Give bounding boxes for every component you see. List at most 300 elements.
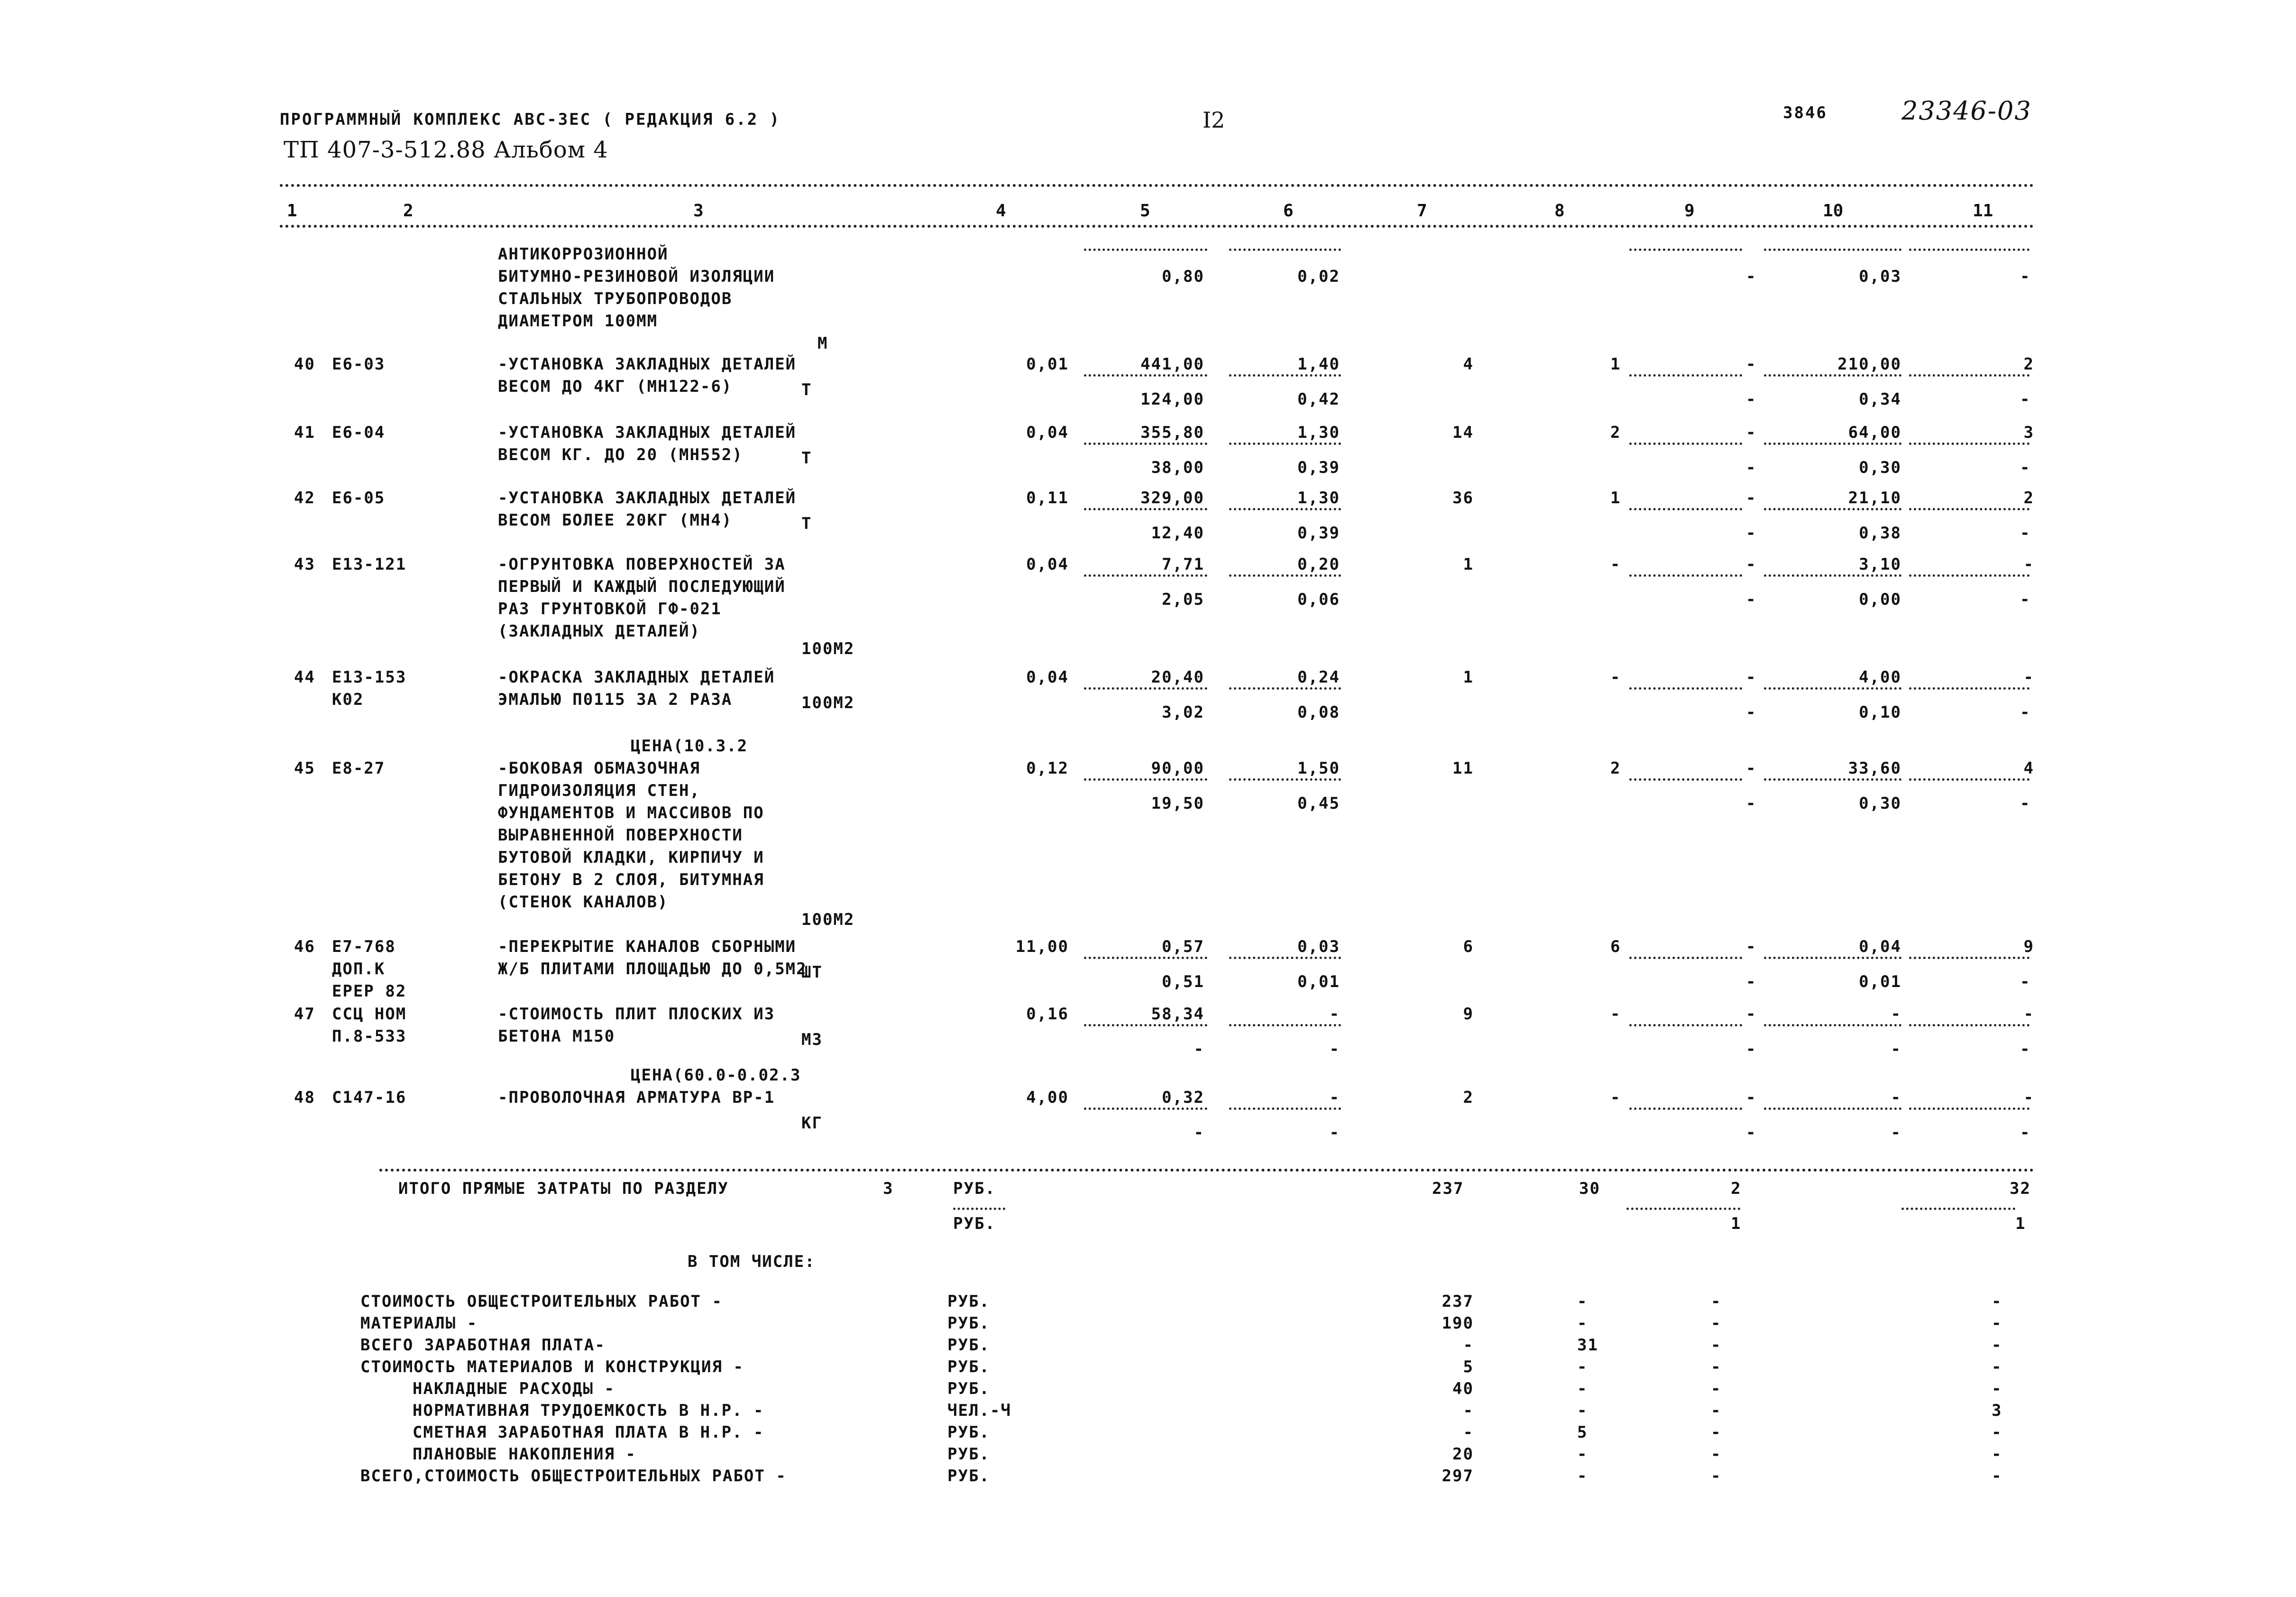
row-42-code: Е6-05 xyxy=(332,489,386,508)
row-47-c11-rule xyxy=(1909,1024,2030,1026)
row-47-c9: - xyxy=(1746,1005,1757,1024)
row-44-c10-rule xyxy=(1764,687,1901,690)
row-41-c8: 2 xyxy=(1610,423,1621,442)
lead-c11: - xyxy=(2020,267,2031,286)
summary-c11: 3 xyxy=(1992,1401,2002,1420)
row-48-c9-wage: - xyxy=(1746,1123,1757,1142)
row-40-c9-rule xyxy=(1629,374,1742,377)
summary-c11: - xyxy=(1992,1423,2002,1442)
summary-c9: - xyxy=(1711,1467,1722,1486)
totals-c9-rule xyxy=(1626,1208,1740,1210)
row-45-desc-line: ВЫРАВНЕННОЙ ПОВЕРХНОСТИ xyxy=(498,826,743,845)
row-41-c9-wage: - xyxy=(1746,458,1757,477)
row-44-c6-wage: 0,08 xyxy=(1297,703,1340,722)
row-44-c10-wage: 0,10 xyxy=(1859,703,1901,722)
row-45-c5-wage: 19,50 xyxy=(1151,794,1204,813)
row-45-c6-wage: 0,45 xyxy=(1297,794,1340,813)
totals-label: ИТОГО ПРЯМЫЕ ЗАТРАТЫ ПО РАЗДЕЛУ xyxy=(398,1179,729,1198)
row-41-c11-wage: - xyxy=(2020,458,2031,477)
row-44-number: 44 xyxy=(294,668,315,687)
row-46-unit: ШТ xyxy=(801,963,823,982)
summary-c11: - xyxy=(1992,1467,2002,1486)
row-43-c8: - xyxy=(1610,555,1621,574)
summary-c11: - xyxy=(1992,1357,2002,1376)
row-44-c8: - xyxy=(1610,668,1621,687)
row-42-desc-line: ВЕСОМ БОЛЕЕ 20КГ (МН4) xyxy=(498,511,733,530)
row-45-c6-rule xyxy=(1229,778,1341,781)
summary-unit: РУБ. xyxy=(947,1445,990,1464)
row-46-c7: 6 xyxy=(1463,937,1474,956)
row-44-c11-wage: - xyxy=(2020,703,2031,722)
column-number-4: 4 xyxy=(996,201,1006,221)
lead-c5: 0,80 xyxy=(1162,267,1204,286)
row-46-code: Е7-768 xyxy=(332,937,396,956)
row-41-desc-line: ВЕСОМ КГ. ДО 20 (МН552) xyxy=(498,445,743,464)
row-48-c10: - xyxy=(1891,1088,1901,1107)
summary-unit: РУБ. xyxy=(947,1357,990,1376)
summary-c11: - xyxy=(1992,1445,2002,1464)
row-45-c9-wage: - xyxy=(1746,794,1757,813)
lead-desc-line: ДИАМЕТРОМ 100ММ xyxy=(498,312,658,331)
row-43-c5-rule xyxy=(1084,574,1207,577)
row-48-c8: - xyxy=(1610,1088,1621,1107)
row-46-desc-line: Ж/Б ПЛИТАМИ ПЛОЩАДЬЮ ДО 0,5М2 xyxy=(498,960,807,979)
row-44-c5-wage: 3,02 xyxy=(1162,703,1204,722)
column-number-6: 6 xyxy=(1283,201,1294,221)
row-45-c9-rule xyxy=(1629,778,1742,781)
row-48-c6: - xyxy=(1329,1088,1340,1107)
row-45-c5: 90,00 xyxy=(1151,759,1204,778)
summary-label: НОРМАТИВНАЯ ТРУДОЕМКОСТЬ В Н.Р. - xyxy=(413,1401,764,1420)
row-43-c7: 1 xyxy=(1463,555,1474,574)
row-44-c11-rule xyxy=(1909,687,2030,690)
row-40-c10: 210,00 xyxy=(1837,355,1901,374)
row-40-unit: Т xyxy=(801,380,812,399)
column-number-1: 1 xyxy=(287,201,297,221)
totals-c11-rule xyxy=(1901,1208,2015,1210)
row-40-c8: 1 xyxy=(1610,355,1621,374)
row-42-c6: 1,30 xyxy=(1297,489,1340,508)
row-43-c11-rule xyxy=(1909,574,2030,577)
lead-c9: - xyxy=(1746,267,1757,286)
row-41-c9: - xyxy=(1746,423,1757,442)
row-40-desc-line: ВЕСОМ ДО 4КГ (МН122-6) xyxy=(498,377,733,396)
row-40-c6-rule xyxy=(1229,374,1341,377)
summary-c8: - xyxy=(1577,1379,1588,1398)
row-43-c6-rule xyxy=(1229,574,1341,577)
row-45-c11: 4 xyxy=(2023,759,2034,778)
summary-label: ВСЕГО,СТОИМОСТЬ ОБЩЕСТРОИТЕЛЬНЫХ РАБОТ - xyxy=(360,1467,787,1486)
album-title: ТП 407-3-512.88 Альбом 4 xyxy=(284,137,608,163)
row-45-number: 45 xyxy=(294,759,315,778)
row-45-unit: 100М2 xyxy=(801,910,855,929)
row-47-desc-line: -СТОИМОСТЬ ПЛИТ ПЛОСКИХ ИЗ xyxy=(498,1005,775,1024)
row-42-c5: 329,00 xyxy=(1140,489,1204,508)
doc-number: 23346-03 xyxy=(1901,96,2032,126)
lead-c6-rule xyxy=(1229,249,1341,251)
row-47-code: П.8-533 xyxy=(332,1027,407,1046)
row-45-c5-rule xyxy=(1084,778,1207,781)
row-44-c9: - xyxy=(1746,668,1757,687)
summary-c8: - xyxy=(1577,1357,1588,1376)
column-number-8: 8 xyxy=(1554,201,1565,221)
row-46-desc-line: -ПЕРЕКРЫТИЕ КАНАЛОВ СБОРНЫМИ xyxy=(498,937,797,956)
row-40-number: 40 xyxy=(294,355,315,374)
row-46-c5: 0,57 xyxy=(1162,937,1204,956)
column-number-3: 3 xyxy=(693,201,704,221)
row-48-number: 48 xyxy=(294,1088,315,1107)
row-44-desc-line: -ОКРАСКА ЗАКЛАДНЫХ ДЕТАЛЕЙ xyxy=(498,668,775,687)
summary-unit: РУБ. xyxy=(947,1423,990,1442)
summary-c11: - xyxy=(1992,1336,2002,1355)
row-46-c10: 0,04 xyxy=(1859,937,1901,956)
row-41-c11-rule xyxy=(1909,443,2030,445)
row-40-c10-rule xyxy=(1764,374,1901,377)
lead-c6: 0,02 xyxy=(1297,267,1340,286)
summary-c8: - xyxy=(1577,1467,1588,1486)
summary-c9: - xyxy=(1711,1357,1722,1376)
row-46-c11: 9 xyxy=(2023,937,2034,956)
row-40-desc-line: -УСТАНОВКА ЗАКЛАДНЫХ ДЕТАЛЕЙ xyxy=(498,355,797,374)
summary-c8: - xyxy=(1577,1292,1588,1311)
row-47-c7: 9 xyxy=(1463,1005,1474,1024)
row-41-c10: 64,00 xyxy=(1848,423,1901,442)
column-number-9: 9 xyxy=(1684,201,1695,221)
summary-c9: - xyxy=(1711,1379,1722,1398)
row-47-desc-line: БЕТОНА М150 xyxy=(498,1027,615,1046)
summary-c7: 20 xyxy=(1452,1445,1474,1464)
row-45-desc-line: ГИДРОИЗОЛЯЦИЯ СТЕН, xyxy=(498,781,700,800)
summary-unit: РУБ. xyxy=(947,1314,990,1333)
row-41-c7: 14 xyxy=(1452,423,1474,442)
lead-c10-rule xyxy=(1764,249,1901,251)
row-40-c11-rule xyxy=(1909,374,2030,377)
row-40-c11-wage: - xyxy=(2020,390,2031,409)
totals-unit-rule xyxy=(953,1208,1005,1210)
row-47-c9-wage: - xyxy=(1746,1040,1757,1059)
row-43-c4: 0,04 xyxy=(1026,555,1069,574)
row-47-c5: 58,34 xyxy=(1151,1005,1204,1024)
row-48-c10-rule xyxy=(1764,1108,1901,1110)
row-47-c11: - xyxy=(2023,1005,2034,1024)
row-46-c10-wage: 0,01 xyxy=(1859,972,1901,991)
row-44-c5: 20,40 xyxy=(1151,668,1204,687)
row-46-number: 46 xyxy=(294,937,315,956)
row-43-c11: - xyxy=(2023,555,2034,574)
row-43-c9-rule xyxy=(1629,574,1742,577)
row-43-desc-line: РАЗ ГРУНТОВКОЙ ГФ-021 xyxy=(498,600,722,618)
row-47-c6-wage: - xyxy=(1329,1040,1340,1059)
row-46-c6-rule xyxy=(1229,957,1341,959)
row-44-code: Е13-153 xyxy=(332,668,407,687)
summary-unit: РУБ. xyxy=(947,1292,990,1311)
row-46-c5-rule xyxy=(1084,957,1207,959)
including-label: В ТОМ ЧИСЛЕ: xyxy=(688,1252,816,1271)
summary-c9: - xyxy=(1711,1423,1722,1442)
summary-c8: - xyxy=(1577,1445,1588,1464)
row-45-desc-line: ФУНДАМЕНТОВ И МАССИВОВ ПО xyxy=(498,803,764,822)
summary-c9: - xyxy=(1711,1292,1722,1311)
row-47-c6-rule xyxy=(1229,1024,1341,1026)
totals-c9: 2 xyxy=(1731,1179,1742,1198)
row-48-desc-line: -ПРОВОЛОЧНАЯ АРМАТУРА ВР-1 xyxy=(498,1088,775,1107)
totals-c9b: 1 xyxy=(1731,1214,1742,1233)
row-46-c11-wage: - xyxy=(2020,972,2031,991)
row-40-c11: 2 xyxy=(2023,355,2034,374)
row-44-c5-rule xyxy=(1084,687,1207,690)
row-44-c4: 0,04 xyxy=(1026,668,1069,687)
row-42-c10-rule xyxy=(1764,508,1901,510)
row-42-number: 42 xyxy=(294,489,315,508)
row-40-c5-wage: 124,00 xyxy=(1140,390,1204,409)
summary-unit: РУБ. xyxy=(947,1379,990,1398)
row-48-c11: - xyxy=(2023,1088,2034,1107)
column-number-10: 10 xyxy=(1823,201,1844,221)
row-43-code: Е13-121 xyxy=(332,555,407,574)
row-44-c6: 0,24 xyxy=(1297,668,1340,687)
summary-label: СМЕТНАЯ ЗАРАБОТНАЯ ПЛАТА В Н.Р. - xyxy=(413,1423,764,1442)
summary-c8: - xyxy=(1577,1314,1588,1333)
row-45-c9: - xyxy=(1746,759,1757,778)
row-44-desc-line: ЭМАЛЬЮ П0115 ЗА 2 РАЗА xyxy=(498,690,733,709)
totals-c11b: 1 xyxy=(2015,1214,2026,1233)
row-48-c6-rule xyxy=(1229,1108,1341,1110)
row-44-unit: 100М2 xyxy=(801,693,855,712)
row-42-c6-wage: 0,39 xyxy=(1297,524,1340,543)
summary-c7: 5 xyxy=(1463,1357,1474,1376)
row-48-c11-wage: - xyxy=(2020,1123,2031,1142)
row-46-c9: - xyxy=(1746,937,1757,956)
lead-c9-rule xyxy=(1629,249,1742,251)
row-40-c5: 441,00 xyxy=(1140,355,1204,374)
row-45-desc-line: БЕТОНУ В 2 СЛОЯ, БИТУМНАЯ xyxy=(498,870,764,889)
row-47-c5-wage: - xyxy=(1194,1040,1204,1059)
row-43-c9: - xyxy=(1746,555,1757,574)
row-41-code: Е6-04 xyxy=(332,423,386,442)
lead-c5-rule xyxy=(1084,249,1207,251)
summary-c7: 40 xyxy=(1452,1379,1474,1398)
row-48-price-note: ЦЕНА(60.0-0.02.3 xyxy=(631,1066,801,1085)
column-number-5: 5 xyxy=(1140,201,1150,221)
row-41-c5-rule xyxy=(1084,443,1207,445)
summary-c8: 31 xyxy=(1577,1336,1598,1355)
summary-c7: - xyxy=(1463,1423,1474,1442)
row-45-c4: 0,12 xyxy=(1026,759,1069,778)
row-40-c5-rule xyxy=(1084,374,1207,377)
row-46-c8: 6 xyxy=(1610,937,1621,956)
row-42-desc-line: -УСТАНОВКА ЗАКЛАДНЫХ ДЕТАЛЕЙ xyxy=(498,489,797,508)
row-47-unit: М3 xyxy=(801,1030,823,1049)
row-48-c7: 2 xyxy=(1463,1088,1474,1107)
row-42-c6-rule xyxy=(1229,508,1341,510)
row-40-c6: 1,40 xyxy=(1297,355,1340,374)
row-47-code: ССЦ НОМ xyxy=(332,1005,407,1024)
row-45-c8: 2 xyxy=(1610,759,1621,778)
row-44-c6-rule xyxy=(1229,687,1341,690)
row-42-c11: 2 xyxy=(2023,489,2034,508)
row-42-unit: Т xyxy=(801,514,812,533)
row-43-c9-wage: - xyxy=(1746,590,1757,609)
row-41-c4: 0,04 xyxy=(1026,423,1069,442)
summary-unit: РУБ. xyxy=(947,1467,990,1486)
summary-label: СТОИМОСТЬ ОБЩЕСТРОИТЕЛЬНЫХ РАБОТ - xyxy=(360,1292,723,1311)
summary-c7: 190 xyxy=(1442,1314,1474,1333)
row-43-c10: 3,10 xyxy=(1859,555,1901,574)
row-46-c6: 0,03 xyxy=(1297,937,1340,956)
totals-unit-2: РУБ. xyxy=(953,1214,996,1233)
row-40-c9-wage: - xyxy=(1746,390,1757,409)
totals-c7: 237 xyxy=(1432,1179,1464,1198)
summary-unit: ЧЕЛ.-Ч xyxy=(947,1401,1011,1420)
row-45-c10-wage: 0,30 xyxy=(1859,794,1901,813)
row-41-c6-rule xyxy=(1229,443,1341,445)
program-header: ПРОГРАММНЫЙ КОМПЛЕКС АВС-3ЕС ( РЕДАКЦИЯ 6.2 ) xyxy=(280,110,781,129)
row-42-c7: 36 xyxy=(1452,489,1474,508)
summary-c8: - xyxy=(1577,1401,1588,1420)
row-41-c11: 3 xyxy=(2023,423,2034,442)
row-43-desc-line: ПЕРВЫЙ И КАЖДЫЙ ПОСЛЕДУЮЩИЙ xyxy=(498,577,786,596)
column-number-7: 7 xyxy=(1417,201,1427,221)
summary-c7: - xyxy=(1463,1336,1474,1355)
row-47-c10-wage: - xyxy=(1891,1040,1901,1059)
totals-rule xyxy=(379,1169,2034,1172)
row-46-c4: 11,00 xyxy=(1015,937,1069,956)
row-48-unit: КГ xyxy=(801,1114,823,1133)
row-41-c10-rule xyxy=(1764,443,1901,445)
row-42-c9-wage: - xyxy=(1746,524,1757,543)
row-42-c10-wage: 0,38 xyxy=(1859,524,1901,543)
row-48-c4: 4,00 xyxy=(1026,1088,1069,1107)
row-46-c9-wage: - xyxy=(1746,972,1757,991)
row-43-c6-wage: 0,06 xyxy=(1297,590,1340,609)
page-number: I2 xyxy=(1203,107,1225,133)
row-43-desc-line: -ОГРУНТОВКА ПОВЕРХНОСТЕЙ ЗА xyxy=(498,555,786,574)
row-44-c9-wage: - xyxy=(1746,703,1757,722)
summary-c9: - xyxy=(1711,1401,1722,1420)
summary-label: СТОИМОСТЬ МАТЕРИАЛОВ И КОНСТРУКЦИЯ - xyxy=(360,1357,744,1376)
row-47-c11-wage: - xyxy=(2020,1040,2031,1059)
column-number-2: 2 xyxy=(403,201,413,221)
summary-label: ВСЕГО ЗАРАБОТНАЯ ПЛАТА- xyxy=(360,1336,606,1355)
doc-code: 3846 xyxy=(1783,103,1828,122)
row-45-code: Е8-27 xyxy=(332,759,386,778)
row-42-c4: 0,11 xyxy=(1026,489,1069,508)
row-42-c5-rule xyxy=(1084,508,1207,510)
row-47-c8: - xyxy=(1610,1005,1621,1024)
row-46-c10-rule xyxy=(1764,957,1901,959)
row-40-c4: 0,01 xyxy=(1026,355,1069,374)
row-46-code: ДОП.К xyxy=(332,960,386,979)
row-41-c6-wage: 0,39 xyxy=(1297,458,1340,477)
row-44-code: К02 xyxy=(332,690,364,709)
summary-c7: 237 xyxy=(1442,1292,1474,1311)
row-42-c11-wage: - xyxy=(2020,524,2031,543)
row-44-c7: 1 xyxy=(1463,668,1474,687)
row-47-c10-rule xyxy=(1764,1024,1901,1026)
row-44-c10: 4,00 xyxy=(1859,668,1901,687)
row-46-c11-rule xyxy=(1909,957,2030,959)
row-46-c5-wage: 0,51 xyxy=(1162,972,1204,991)
totals-unit: РУБ. xyxy=(953,1179,996,1198)
row-41-c5: 355,80 xyxy=(1140,423,1204,442)
row-48-c5-rule xyxy=(1084,1108,1207,1110)
row-43-number: 43 xyxy=(294,555,315,574)
table-top-rule xyxy=(280,184,2034,187)
row-45-c6: 1,50 xyxy=(1297,759,1340,778)
row-45-desc-line: БУТОВОЙ КЛАДКИ, КИРПИЧУ И xyxy=(498,848,764,867)
row-45-c11-rule xyxy=(1909,778,2030,781)
row-47-c10: - xyxy=(1891,1005,1901,1024)
row-48-c9-rule xyxy=(1629,1108,1742,1110)
row-43-unit: 100М2 xyxy=(801,639,855,658)
lead-desc-line: БИТУМНО-РЕЗИНОВОЙ ИЗОЛЯЦИИ xyxy=(498,267,775,286)
row-41-c6: 1,30 xyxy=(1297,423,1340,442)
summary-label: ПЛАНОВЫЕ НАКОПЛЕНИЯ - xyxy=(413,1445,636,1464)
row-42-c11-rule xyxy=(1909,508,2030,510)
row-43-c5-wage: 2,05 xyxy=(1162,590,1204,609)
row-42-c8: 1 xyxy=(1610,489,1621,508)
row-43-c10-wage: 0,00 xyxy=(1859,590,1901,609)
summary-label: МАТЕРИАЛЫ - xyxy=(360,1314,478,1333)
row-44-c11: - xyxy=(2023,668,2034,687)
row-43-c5: 7,71 xyxy=(1162,555,1204,574)
totals-section: 3 xyxy=(883,1179,894,1198)
row-40-c9: - xyxy=(1746,355,1757,374)
row-45-desc-line: -БОКОВАЯ ОБМАЗОЧНАЯ xyxy=(498,759,700,778)
row-43-c11-wage: - xyxy=(2020,590,2031,609)
row-40-c6-wage: 0,42 xyxy=(1297,390,1340,409)
summary-c9: - xyxy=(1711,1314,1722,1333)
row-48-c6-wage: - xyxy=(1329,1123,1340,1142)
row-41-desc-line: -УСТАНОВКА ЗАКЛАДНЫХ ДЕТАЛЕЙ xyxy=(498,423,797,442)
row-47-c5-rule xyxy=(1084,1024,1207,1026)
summary-c7: - xyxy=(1463,1401,1474,1420)
totals-c11: 32 xyxy=(2010,1179,2031,1198)
row-46-code: ЕРЕР 82 xyxy=(332,982,407,1001)
row-40-code: Е6-03 xyxy=(332,355,386,374)
summary-c9: - xyxy=(1711,1336,1722,1355)
row-42-c9-rule xyxy=(1629,508,1742,510)
row-48-c10-wage: - xyxy=(1891,1123,1901,1142)
row-47-number: 47 xyxy=(294,1005,315,1024)
row-40-c7: 4 xyxy=(1463,355,1474,374)
row-43-c6: 0,20 xyxy=(1297,555,1340,574)
lead-c11-rule xyxy=(1909,249,2030,251)
row-42-c5-wage: 12,40 xyxy=(1151,524,1204,543)
totals-c8: 30 xyxy=(1579,1179,1600,1198)
row-46-c9-rule xyxy=(1629,957,1742,959)
summary-c11: - xyxy=(1992,1379,2002,1398)
row-46-c6-wage: 0,01 xyxy=(1297,972,1340,991)
row-45-c11-wage: - xyxy=(2020,794,2031,813)
row-40-c10-wage: 0,34 xyxy=(1859,390,1901,409)
lead-unit: М xyxy=(817,334,828,353)
lead-c10: 0,03 xyxy=(1859,267,1901,286)
row-45-c10-rule xyxy=(1764,778,1901,781)
row-41-number: 41 xyxy=(294,423,315,442)
lead-desc-line: СТАЛЬНЫХ ТРУБОПРОВОДОВ xyxy=(498,289,733,308)
row-41-unit: Т xyxy=(801,449,812,468)
row-45-desc-line: (СТЕНОК КАНАЛОВ) xyxy=(498,893,669,912)
row-48-c9: - xyxy=(1746,1088,1757,1107)
lead-desc-line: АНТИКОРРОЗИОННОЙ xyxy=(498,245,669,264)
summary-label: НАКЛАДНЫЕ РАСХОДЫ - xyxy=(413,1379,615,1398)
row-44-c9-rule xyxy=(1629,687,1742,690)
row-47-c4: 0,16 xyxy=(1026,1005,1069,1024)
column-number-11: 11 xyxy=(1973,201,1993,221)
row-48-c5-wage: - xyxy=(1194,1123,1204,1142)
row-41-c5-wage: 38,00 xyxy=(1151,458,1204,477)
